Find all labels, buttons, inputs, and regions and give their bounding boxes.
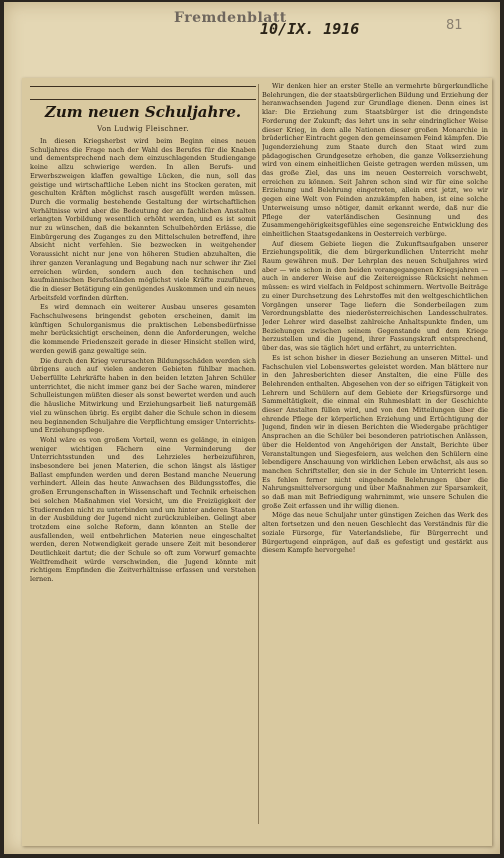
article-left-column	[30, 86, 256, 810]
article-byline: Von Ludwig Fleischner.	[97, 125, 189, 133]
paragraph: Es wird demnach ein weiterer Ausbau unseres gesamten Fachschulwesens bringendst geboten erscheinen, damit im künftigen Schulorganismus die praktischen Lebensbedürfnisse mehr berücksichtigt erscheinen, denn die Anforderungen, welche die kommende Friedenszeit gerade in dieser Hinsicht stellen wird, werden gewiß ganz gewaltige sein.	[30, 303, 256, 355]
paragraph: Wir denken hier an erster Stelle an vermehrte bürgerkundliche Belehrungen, die der staatsbürgerlichen Bildung und Erziehung der heranwachsenden Jugend zur Grundlage dienen. Denn eines ist klar: Die Erziehung zum Staatsbürger ist die dringendste Forderung der Zukunft; das lehrt uns in sehr eindringlicher Weise dieser Krieg, in dem alle Nationen dieser großen Monarchie in brüderlicher Eintracht gegen den gemeinsamen Feind kämpfen. Die Jugenderziehung zum Staate durch den Staat wird zum pädagogischen Grundgesetze erhoben, die ganze Volkserziehung wird von einem einheitlichen Geiste getragen werden müssen, um das große Ziel, das uns im neuen Oesterreich vorschwebt, erreichen zu können. Seit Jahren schon sind wir für eine solche Erziehung und Belehrung eingetreten, allein erst jetzt, wo wir gegen eine Welt von Feinden anzukämpfen haben, ist eine solche Unterweisung umso nötiger, damit erkannt werde, daß nur die Pflege der vaterländischen Gesinnung und des Zusammengehörigkeitsgefühles eine segensreiche Entwicklung des einheitlichen Staatsgedankens in Oesterreich verbürge.	[262, 82, 488, 238]
paragraph: Möge das neue Schuljahr unter günstigen Zeichen das Werk des alten fortsetzen und den neuen Geschlecht das Verständnis für die soziale Fürsorge, für Vaterlandsliebe, für Bürgerrecht und Bürgertugend einprägen, auf daß es gefestigt und gestärkt aus diesem Kampfe hervorgehe!	[262, 511, 488, 555]
article-right-column	[262, 82, 488, 830]
title-rule	[30, 86, 256, 100]
paragraph: Es ist schon bisher in dieser Beziehung an unseren Mittel- und Fachschulen viel Lobenswertes geleistet worden. Man blättere nur in den Jahresberichten dieser Anstalten, die eine Fülle des Belehrenden enthalten. Abgesehen von der so eifrigen Tätigkeit von Lehrern und Schülern auf dem Gebiete der Kriegsfürsorge und Sammeltätigkeit, die einmal ein Ruhmesblatt in der Geschichte dieser Anstalten füllen wird, und von den Mitteilungen über die ehrende Pflege der körperlichen Erziehung und Ertüchtigung der Jugend, finden wir in diesen Berichten die Wiedergabe prächtiger Ansprachen an die Schüler bei besonderen patriotischen Anlässen, über die Heldentod von Angehörigen der Anstalt, Berichte über Veranstaltungen und Siegesfeiern, aus welchen den Schülern eine lebendigere Anschauung von wirklichen Leben erwächst, als aus so manchen Schriftsteller, den sie in der Schule im Unterricht lesen. Es fehlen ferner nicht eingehende Belehrungen über die Nahrungsmittelversorgung und über Maßnahmen zur Sparsamkeit, so daß man mit Befriedigung wahrnimmt, wie unsere Schulen die große Zeit erfassen und ihr willig dienen.	[262, 353, 488, 510]
newspaper-clipping	[22, 78, 492, 846]
paragraph: In diesen Kriegsherbst wird beim Beginn eines neuen Schuljahres die Frage nach der Wahl des Berufes für die Knaben und dementsprechend nach dem einzuschlagenden Studiengange keine allzu schwierige werden. In allen Berufs- und Erwerbszweigen klaffen gewaltige Lücken, die nun, soll das geistige und wirtschaftliche Leben nicht ins Stocken geraten, mit geschulten Kräften möglichst rasch ausgefüllt werden müssen. Durch die vormalig bestehende Gestaltung der wirtschaftlichen Verhältnisse wird aber die Bedeutung der an fachlichen Anstalten erlangten Vorbildung wesentlich erhöht werden, und es ist somit nur zu wünschen, daß die bekannten Schulbehörden Erlässe, die Einbürgerung des Zuganges zu den Mittelschulen betreffend, ihre Absicht nicht verfehlen. Sie bezwecken in weitgehender Voraussicht nicht nur jene von höheren Studien abzuhalten, die ihrer ganzen Veranlagung und Begabung nach nur schwer ihr Ziel erreichen würden, sondern auch den technischen und kaufmännischen Berufsständen möglichst viele Kräfte zuzuführen, die in dieser Betätigung ein genügendes Auskommen und ein neues Arbeitsfeld vorfinden dürften.	[30, 137, 256, 302]
paragraph: Die durch den Krieg verursachten Bildungsschäden werden sich übrigens auch auf vielen anderen Gebieten fühlbar machen. Ueberfüllte Lehrkräfte haben in den beiden letzten Jahren Schüler unterrichtet, die nicht immer ganz bei der Sache waren, minderer Schulleistungen müßten dieser als sonst bewertet werden und auch die häusliche Mitwirkung und Erziehungsarbeit ließ naturgemäß viel zu wünschen übrig. Es ergibt daher die Schule schon in diesem neu beginnenden Schuljahre die Verpflichtung emsiger Unterrichts- und Erziehungspflege.	[30, 356, 256, 435]
paragraph: Wohl wäre es von großem Vorteil, wenn es gelänge, in einigen weniger wichtigen Fächern eine Verminderung der Unterrichtsstunden und des Lehrzieles herbeizuführen, insbesondere bei jenen Materien, die schon längst als lästiger Ballast empfunden werden und deren Bestand manche Neuerung verhindert. Allein das heute Anwachsen des Bildungsstoffes, die großen Errungenschaften in Wissenschaft und Technik erheischen bei solchen Maßnahmen viel Vorsicht, um die Freizügigkeit der Studierenden nicht zu unterbinden und um hinter anderen Staaten in der Ausbildung der Jugend nicht zurückzubleiben. Gelingt aber trotzdem eine solche Reform, dann könnten an Stelle der ausfallenden, weil entbehrlichen Materien neue eingeschaltet werden, deren Notwendigkeit gerade unsere Zeit mit besonderer Deutlichkeit dartut; die der Schule so oft zum Vorwurf gemachte Weltfremdheit würde verschwinden, die Jugend könnte mit richtigem Empfinden die Zeitverhältnisse erfassen und verstehen lernen.	[30, 435, 256, 584]
handwritten-date: 10/IX. 1916	[260, 20, 360, 38]
column-divider	[258, 84, 259, 824]
article-title: Zum neuen Schuljahre.	[44, 103, 242, 121]
newspaper-name-stamp: Fremdenblatt	[174, 10, 287, 26]
archive-sheet	[4, 2, 500, 854]
page-number: 81	[446, 18, 463, 33]
paragraph: Auf diesem Gebiete liegen die Zukunftsaufgaben unserer Erziehungspolitik, die dem bürgerkundlichen Unterricht mehr Raum gewähren muß. Der Lehrplan des neuen Schuljahres wird aber — wie schon in den beiden vorangegangenen Kriegsjahren — auch in anderer Weise auf die Zeitereignisse Rücksicht nehmen müssen: es wird vielfach in Feldpost schimmern. Wertvolle Beiträge zu einer Durchsetzung des Lehrstoffes mit den weltgeschichtlichen Vorgängen unserer Tage liefern die Sonderbeilagen zum Verordnungsblatte des niederösterreichischen Landesschulrates. Jeder Lehrer wird daselbst zahlreiche Anhaltspunkte finden, um Beziehungen zwischen seinem Gegenstande und dem Kriege herzustellen und die Jugend, ihrer Fassungskraft entsprechend, über das, was sie täglich hört und erfährt, zu unterrichten.	[262, 239, 488, 353]
